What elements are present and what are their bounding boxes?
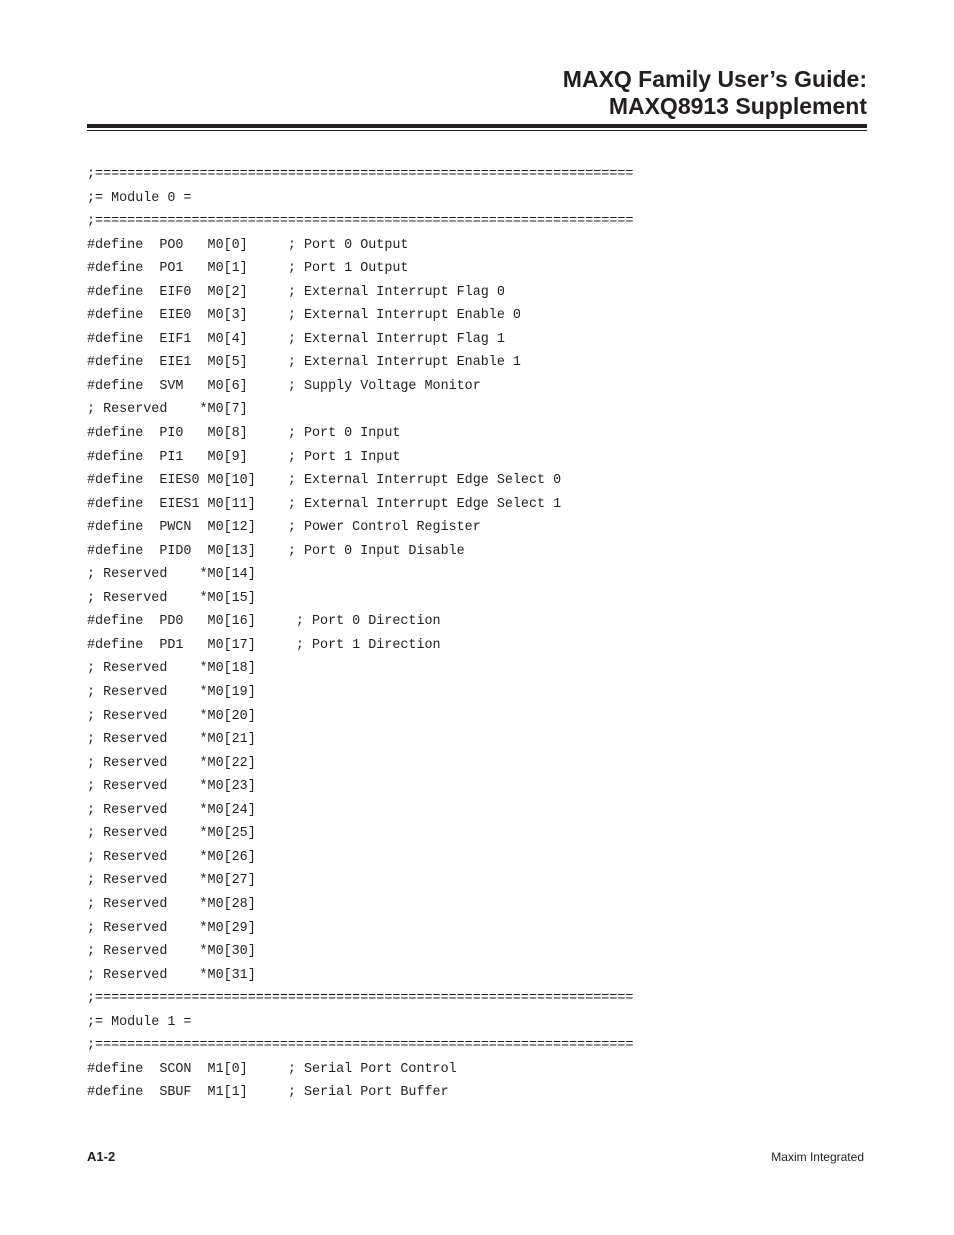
code-line: ; Reserved *M0[20] xyxy=(87,708,256,724)
code-line: ; Reserved *M0[23] xyxy=(87,779,256,795)
code-line: #define EIE0 M0[3] ; External Interrupt Enable 0 xyxy=(87,308,521,324)
code-listing xyxy=(87,163,633,1105)
code-line: #define SCON M1[0] ; Serial Port Control xyxy=(87,1061,457,1077)
code-line: #define EIES1 M0[11] ; External Interrupt Edge Select 1 xyxy=(87,496,562,512)
header-rule-thick xyxy=(87,124,867,128)
code-line: ; Reserved *M0[19] xyxy=(87,685,256,701)
code-line: ; Reserved *M0[29] xyxy=(87,920,256,936)
code-line: #define SVM M0[6] ; Supply Voltage Monitor xyxy=(87,378,481,394)
code-line: ; Reserved *M0[31] xyxy=(87,967,256,983)
code-line: ; Reserved *M0[28] xyxy=(87,896,256,912)
header-title-line2: MAXQ8913 Supplement xyxy=(608,93,867,119)
code-line: #define PD0 M0[16] ; Port 0 Direction xyxy=(87,614,441,630)
code-line: #define EIF1 M0[4] ; External Interrupt Flag 1 xyxy=(87,331,505,347)
code-line: #define PO0 M0[0] ; Port 0 Output xyxy=(87,237,409,253)
code-line: #define PI0 M0[8] ; Port 0 Input xyxy=(87,426,401,442)
code-line: ;=================================================================== xyxy=(87,991,634,1007)
footer-page-number: A1-2 xyxy=(87,1149,116,1164)
code-line: ; Reserved *M0[25] xyxy=(87,826,256,842)
code-line: #define PD1 M0[17] ; Port 1 Direction xyxy=(87,637,441,653)
code-line: #define EIES0 M0[10] ; External Interrupt Edge Select 0 xyxy=(87,473,562,489)
code-line: ; Reserved *M0[15] xyxy=(87,590,256,606)
code-line: #define SBUF M1[1] ; Serial Port Buffer xyxy=(87,1085,449,1101)
code-line: ; Reserved *M0[18] xyxy=(87,661,256,677)
code-line: #define EIF0 M0[2] ; External Interrupt Flag 0 xyxy=(87,284,505,300)
header-rule-thin xyxy=(87,130,867,131)
code-line: ;=================================================================== xyxy=(87,167,634,182)
code-line: ;= Module 0 = xyxy=(87,190,192,206)
code-line: #define PI1 M0[9] ; Port 1 Input xyxy=(87,449,401,465)
code-line: ;= Module 1 = xyxy=(87,1014,192,1030)
code-line: ; Reserved *M0[7] xyxy=(87,402,248,418)
code-line: ; Reserved *M0[27] xyxy=(87,873,256,889)
code-line: ; Reserved *M0[30] xyxy=(87,944,256,960)
code-line: #define PID0 M0[13] ; Port 0 Input Disable xyxy=(87,543,465,559)
code-line: ;=================================================================== xyxy=(87,214,634,230)
code-line: ; Reserved *M0[21] xyxy=(87,732,256,748)
code-line: ;=================================================================== xyxy=(87,1038,634,1054)
header-title-line1: MAXQ Family User’s Guide: xyxy=(562,66,867,92)
code-line: ; Reserved *M0[24] xyxy=(87,802,256,818)
code-line: ; Reserved *M0[26] xyxy=(87,849,256,865)
code-line: #define PO1 M0[1] ; Port 1 Output xyxy=(87,261,409,277)
footer-company: Maxim Integrated xyxy=(771,1150,864,1164)
code-line: ; Reserved *M0[14] xyxy=(87,567,256,583)
code-line: #define EIE1 M0[5] ; External Interrupt Enable 1 xyxy=(87,355,521,371)
code-line: #define PWCN M0[12] ; Power Control Register xyxy=(87,520,481,536)
code-line: ; Reserved *M0[22] xyxy=(87,755,256,771)
page-header xyxy=(563,66,867,120)
